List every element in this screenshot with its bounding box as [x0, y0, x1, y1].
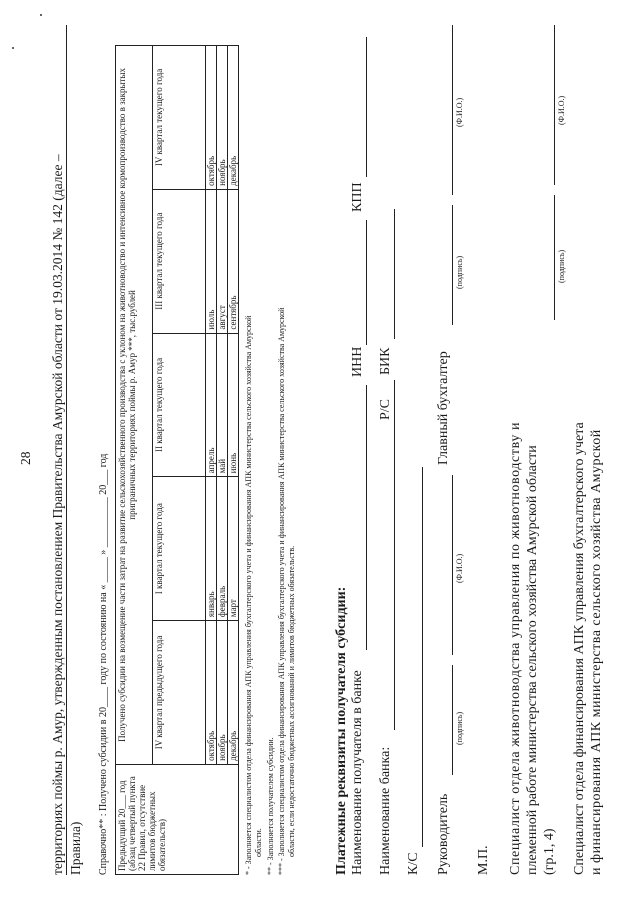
bik-line	[394, 209, 395, 339]
chief-accountant-fio-line	[452, 25, 453, 195]
recipient-bank-name-label: Наименование получателя в банке	[350, 670, 365, 875]
month-label: июнь	[228, 452, 238, 474]
month-label: ноябрь	[217, 46, 228, 189]
head-label: Руководитель	[436, 793, 451, 875]
kpp-label: КПП	[350, 182, 365, 212]
inn-label: ИНН	[350, 346, 365, 377]
mp-label: М.П.	[476, 845, 491, 875]
month-label: декабрь	[228, 730, 238, 761]
months-cell	[206, 46, 239, 190]
header-rule	[66, 25, 67, 875]
footnote-1: * - Заполняется специалистом отдела финансирования АПК управления бухгалтерского учета и финансирования АПК министерства сельского хозяйства Амурской	[244, 315, 253, 875]
quarter-header: III квартал текущего года	[153, 189, 206, 333]
specialist1-signature-line	[554, 195, 555, 320]
month-label: август	[217, 190, 228, 333]
header-line-2: Правила)	[68, 821, 83, 875]
requisites-title: Платежные реквизиты получателя субсидии:	[334, 586, 349, 875]
page-number: 28	[18, 451, 33, 465]
bank-name-label: Наименование банка:	[378, 746, 393, 875]
recipient-bank-name-line	[366, 385, 367, 650]
month-label: октябрь	[206, 621, 217, 764]
specialist1-line2: племенной работе министерства сельского хозяйства Амурской области	[525, 445, 540, 875]
chief-accountant-signature-line	[452, 205, 453, 325]
quarter-header: IV квартал предыдущего года	[153, 621, 206, 765]
footnote-3-cont: области, если недостаточно бюджетных ассигнований и лимитов бюджетных обязательств.	[287, 545, 296, 857]
table-col1-header: Предыдущий 20___ год (абзац четвертый пункта 22 Правил, отсутствие лимитов бюджетных обязательств)	[116, 764, 239, 874]
months-cell	[206, 333, 239, 477]
month-label: июль	[206, 190, 217, 333]
month-label: февраль	[217, 477, 228, 620]
reference-line: Справочно** : Получено субсидии в 20____ году по состоянию на « _____ » __________ 20___ год	[98, 453, 109, 875]
head-signature-line	[452, 665, 453, 775]
ks-label: К/С	[406, 852, 421, 875]
head-signature-caption: (подпись)	[455, 711, 464, 745]
rs-label: Р/С	[378, 398, 393, 420]
month-label: январь	[206, 477, 217, 620]
head-fio-caption: (Ф.И.О.)	[455, 553, 464, 583]
months-cell	[206, 621, 239, 765]
specialist2-line1: Специалист отдела финансирования АПК управления бухгалтерского учета	[572, 422, 587, 875]
subsidy-table	[115, 45, 239, 875]
specialist2-line2: и финансирования АПК министерства сельского хозяйства Амурской	[589, 429, 604, 875]
footnote-2: ** - Заполняется получателем субсидии.	[266, 737, 275, 875]
quarter-header: I квартал текущего года	[153, 477, 206, 621]
month-label: апрель	[206, 334, 217, 477]
chief-accountant-signature-caption: (подпись)	[455, 255, 464, 289]
specialist1-fio-line	[554, 25, 555, 185]
chief-accountant-label: Главный бухгалтер	[436, 351, 451, 465]
months-cell	[206, 189, 239, 333]
quarter-header: IV квартал текущего года	[153, 46, 206, 190]
month-label: сентябрь	[228, 295, 238, 330]
bik-label: БИК	[378, 347, 393, 375]
month-label: март	[228, 599, 238, 618]
bank-name-line	[394, 380, 395, 730]
head-fio-line	[452, 475, 453, 655]
inn-line	[366, 220, 367, 345]
header-line-1: территориях поймы р. Амур, утвержденным постановлением Правительства Амурской области от 19.03.2014 № 142 (далее –	[50, 154, 65, 875]
kpp-line	[366, 37, 367, 177]
table-group-header: Получено субсидии на возмещение части затрат на развитие сельскохозяйственного производства с уклоном на животноводство и интенсивное кормопроизводство в закрытых приграничных территориях поймы р. Амур ***, тыс.рублей	[116, 46, 153, 765]
specialist1-fio-caption: (Ф.И.О.)	[557, 95, 566, 125]
month-label: октябрь	[206, 46, 217, 189]
specialist1-line1: Специалист отдела животноводства управления по животноводству и	[508, 421, 523, 875]
footnote-3: *** - Заполняется специалистом отдела финансирования АПК управления бухгалтерского учета и финансирования АПК министерства сельского хозяйства Амурской	[277, 307, 286, 875]
quarter-header: II квартал текущего года	[153, 333, 206, 477]
months-cell	[206, 477, 239, 621]
footnote-1-cont: области.	[254, 828, 263, 857]
specialist1-signature-caption: (подпись)	[557, 249, 566, 283]
specialist1-line3: (гр.1, 4)	[542, 828, 557, 875]
month-label: ноябрь	[217, 621, 228, 764]
chief-accountant-fio-caption: (Ф.И.О.)	[455, 97, 464, 127]
ks-line	[422, 467, 423, 847]
month-label: май	[217, 334, 228, 477]
month-label: декабрь	[228, 155, 238, 186]
